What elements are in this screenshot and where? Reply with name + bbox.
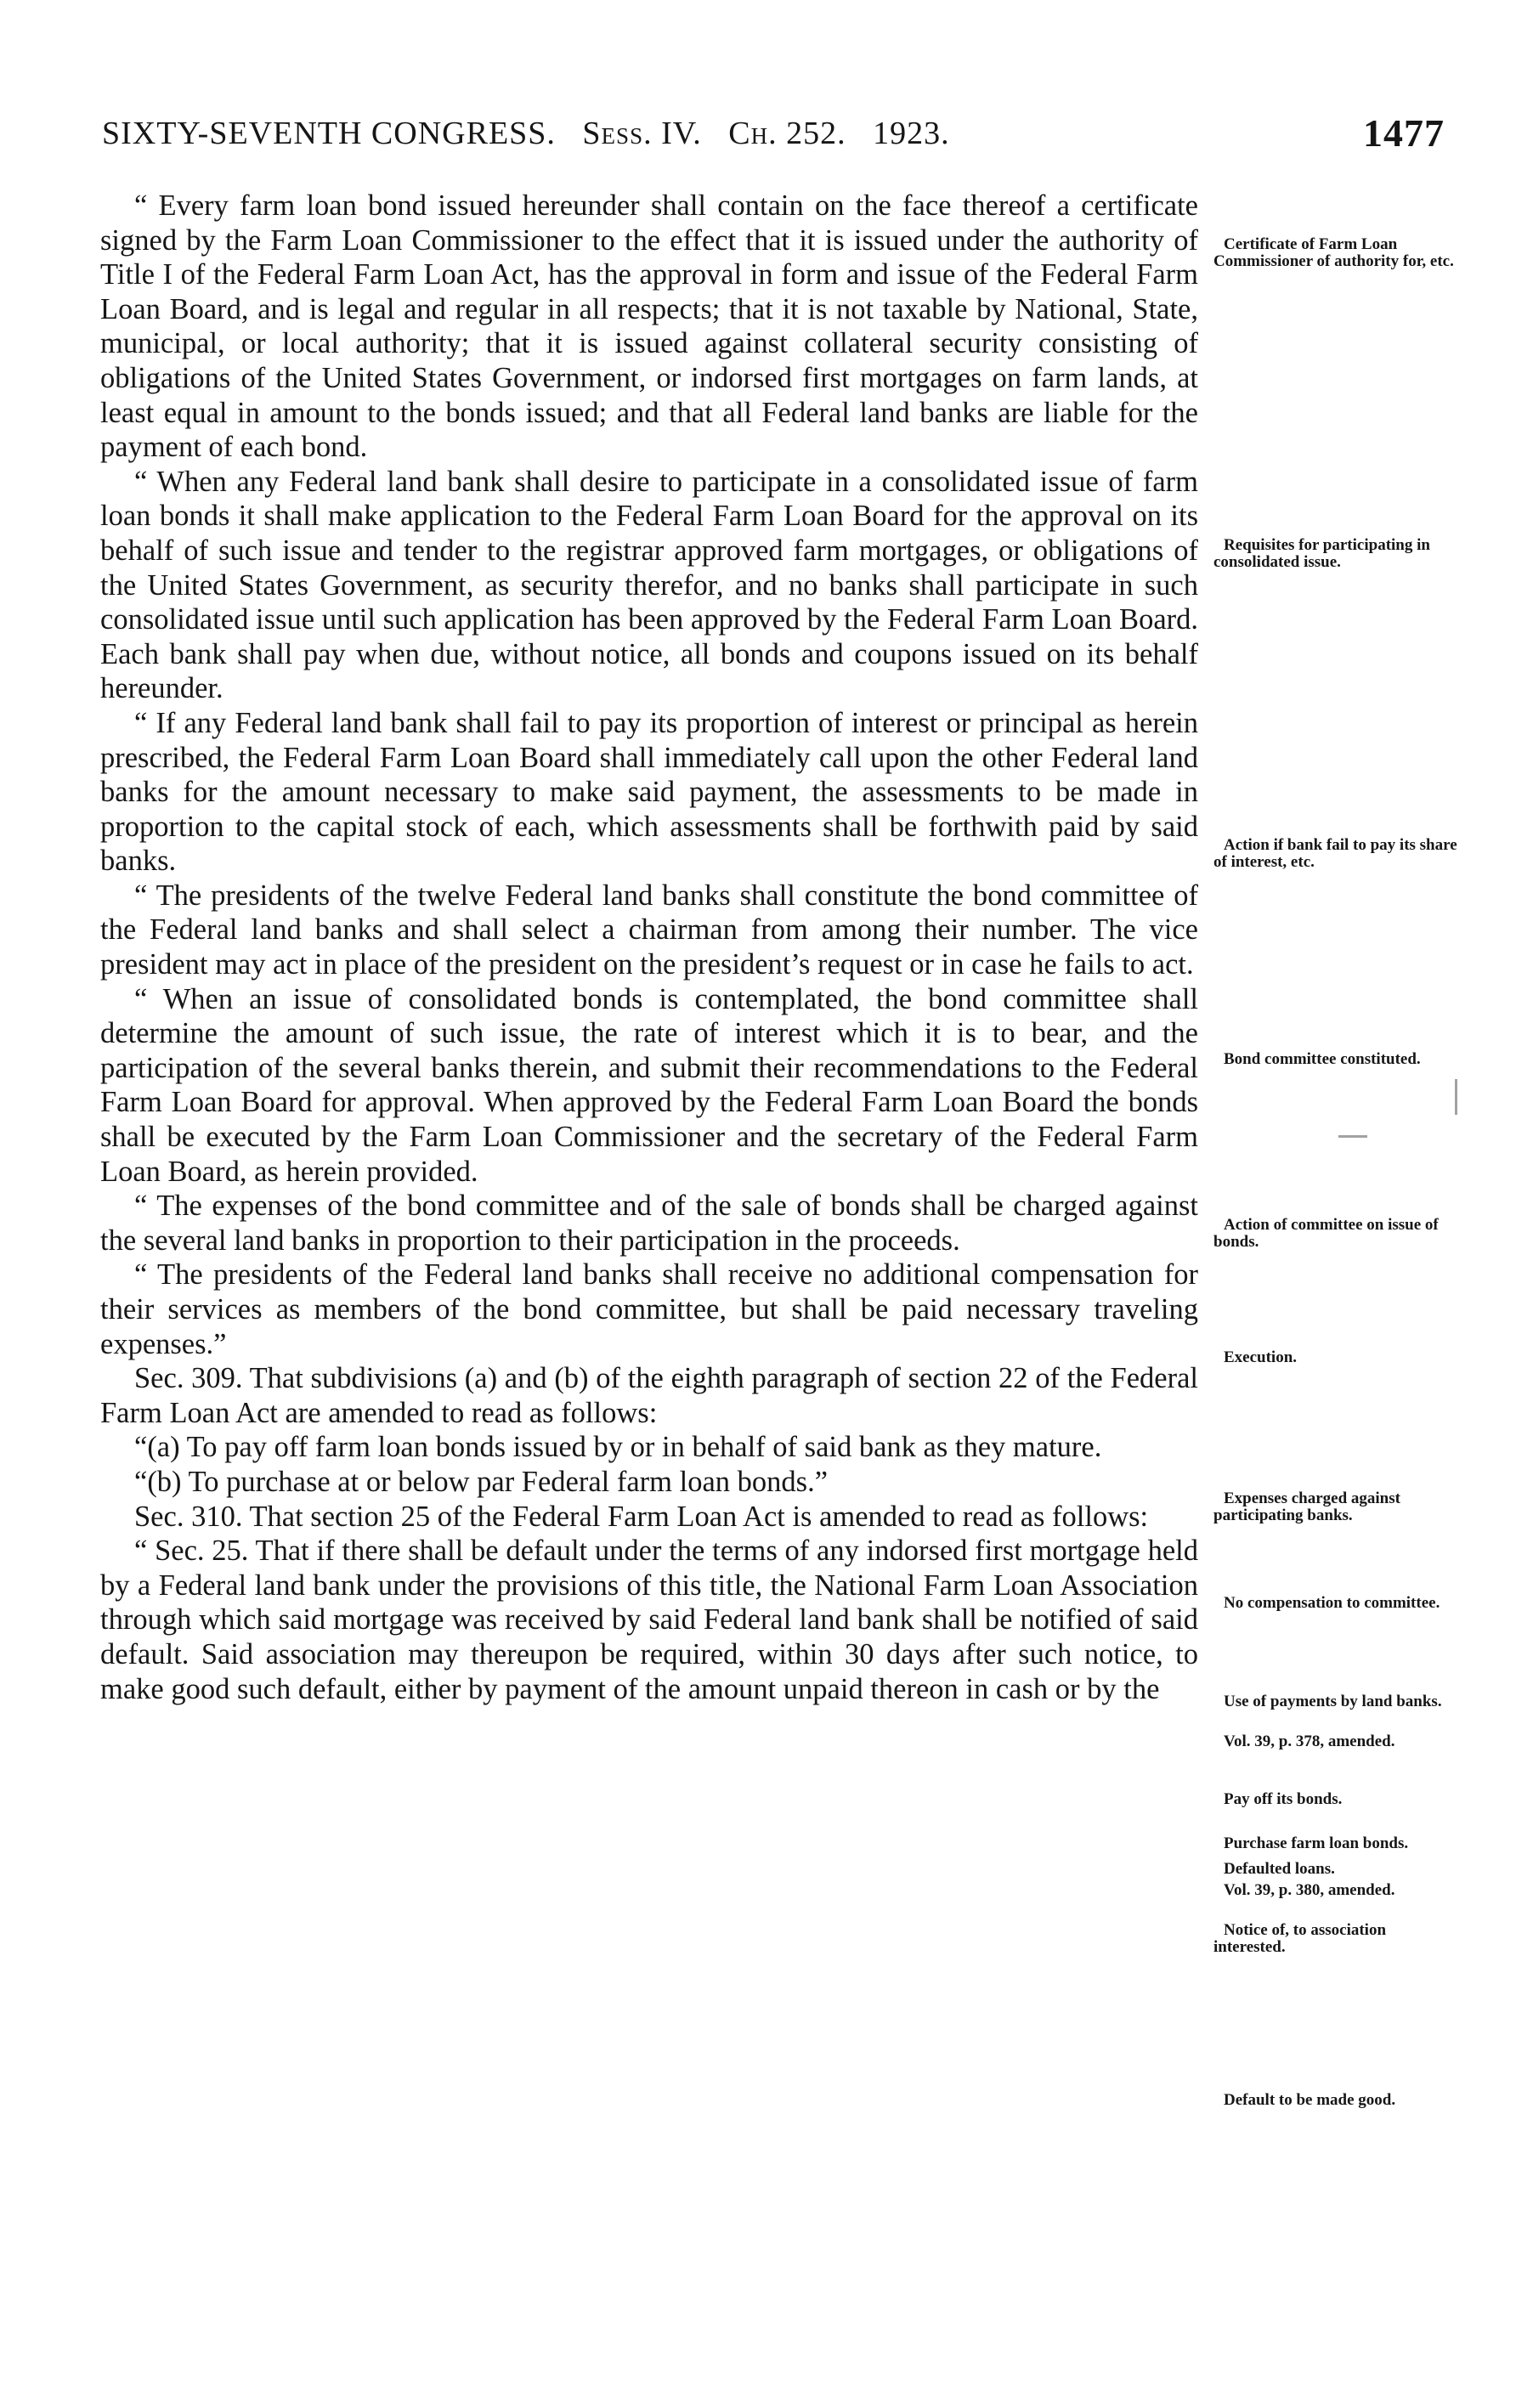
margin-note: Defaulted loans. bbox=[1224, 1860, 1335, 1878]
paragraph-sec-309: Sec. 309. That subdivisions (a) and (b) of the eighth paragraph of section 22 of the Federal Farm Loan Act are amended to read as follows: bbox=[100, 1362, 1198, 1429]
page-number: 1477 bbox=[1363, 111, 1445, 155]
year-label: 1923. bbox=[873, 116, 950, 151]
paragraph-committee-action: “ When an issue of consolidated bonds is contemplated, the bond committee shall determine the amount of such issue, the rate of interest which it is to bear, and the participation of the several banks therein, and submit their recommendations to the Federal Farm Loan Board for approval. When approved by the Federal Farm Loan Board the bonds shall be executed by the Farm Loan Commissioner and the secretary of the Federal Farm Loan Board, as herein provided. bbox=[100, 982, 1198, 1188]
margin-note: Expenses charged against participating banks. bbox=[1213, 1489, 1400, 1524]
margin-note: No compensation to committee. bbox=[1224, 1594, 1440, 1612]
margin-note: Use of payments by land banks. bbox=[1224, 1693, 1442, 1710]
session-label: Sess. IV. bbox=[582, 116, 702, 151]
paragraph-sec-310: Sec. 310. That section 25 of the Federal Farm Loan Act is amended to read as follows: bbox=[134, 1500, 1149, 1533]
margin-note: Action if bank fail to pay its share of interest, etc. bbox=[1213, 836, 1457, 871]
margin-note: Vol. 39, p. 380, amended. bbox=[1224, 1881, 1395, 1899]
scan-artifact-smudge bbox=[1338, 1135, 1367, 1138]
margin-notes-column bbox=[1213, 0, 1468, 2408]
paragraph-consolidated-issue: “ When any Federal land bank shall desire to participate in a consolidated issue of farm loan bonds it shall make application to the Federal Farm Loan Board for the approval on its behalf of such issue and tender to the registrar approved farm mortgages, or obligations of the United States Government, as security therefor, and no banks shall participate in such consolidated issue until such application has been approved by the Federal Farm Loan Board. Each bank shall pay when due, without notice, all bonds and coupons issued on its behalf hereunder. bbox=[100, 465, 1198, 705]
chapter-label: Ch. 252. bbox=[728, 116, 846, 151]
paragraph-bond-committee: “ The presidents of the twelve Federal land banks shall constitute the bond committee of the Federal land banks and shall select a chairman from among their number. The vice president may act in place of the president on the president’s request or in case he fails to act. bbox=[100, 879, 1198, 981]
main-text-column bbox=[100, 189, 1198, 1706]
paragraph-expenses: “ The expenses of the bond committee and of the sale of bonds shall be charged against the several land banks in proportion to their participation in the proceeds. bbox=[100, 1190, 1198, 1257]
paragraph-sub-b: “(b) To purchase at or below par Federal farm loan bonds.” bbox=[134, 1465, 829, 1498]
paragraph-sec-25: “ Sec. 25. That if there shall be default under the terms of any indorsed first mortgage held by a Federal land bank under the provisions of this title, the National Farm Loan Association through which said mortgage was received by said Federal land bank shall be notified of said default. Said association may thereupon be required, within 30 days after such notice, to make good such default, either by payment of the amount unpaid thereon in cash or by the bbox=[100, 1535, 1198, 1705]
margin-note: Purchase farm loan bonds. bbox=[1224, 1834, 1409, 1852]
running-head-title bbox=[102, 114, 950, 153]
paragraph-sub-a: “(a) To pay off farm loan bonds issued by or in behalf of said bank as they mature. bbox=[134, 1431, 1102, 1464]
margin-note: Vol. 39, p. 378, amended. bbox=[1224, 1733, 1395, 1750]
congress-title: SIXTY-SEVENTH CONGRESS. bbox=[102, 116, 556, 151]
paragraph-bank-default: “ If any Federal land bank shall fail to pay its proportion of interest or principal as herein prescribed, the Federal Farm Loan Board shall immediately call upon the other Federal land banks for the amount necessary to make said payment, the assessments to be made in proportion to the capital stock of each, which assessments shall be forthwith paid by said banks. bbox=[100, 706, 1198, 878]
margin-note: Execution. bbox=[1224, 1348, 1298, 1366]
margin-note: Notice of, to association interested. bbox=[1213, 1921, 1387, 1956]
paragraph-certificate: “ Every farm loan bond issued hereunder shall contain on the face thereof a certificate signed by the Farm Loan Commissioner to the effect that it is issued under the authority of Title I of the Federal Farm Loan Act, has the approval in form and issue of the Federal Farm Loan Board, and is legal and regular in all respects; that it is not taxable by National, State, municipal, or local authority; that it is issued against collateral security consisting of obligations of the United States Government, or indorsed first mortgages on farm lands, at least equal in amount to the bonds issued; and that all Federal land banks are liable for the payment of each bond. bbox=[100, 189, 1198, 464]
margin-note: Certificate of Farm Loan Commissioner of authority for, etc. bbox=[1213, 235, 1454, 270]
margin-note: Action of committee on issue of bonds. bbox=[1213, 1216, 1439, 1251]
margin-note: Pay off its bonds. bbox=[1224, 1790, 1343, 1808]
margin-note: Requisites for participating in consolidated issue. bbox=[1213, 536, 1430, 571]
margin-note: Bond committee constituted. bbox=[1224, 1050, 1421, 1068]
margin-note: Default to be made good. bbox=[1224, 2091, 1396, 2109]
paragraph-compensation: “ The presidents of the Federal land banks shall receive no additional compensation for their services as members of the bond committee, but shall be paid necessary traveling expenses.” bbox=[100, 1258, 1198, 1360]
scan-artifact-line bbox=[1455, 1079, 1457, 1115]
